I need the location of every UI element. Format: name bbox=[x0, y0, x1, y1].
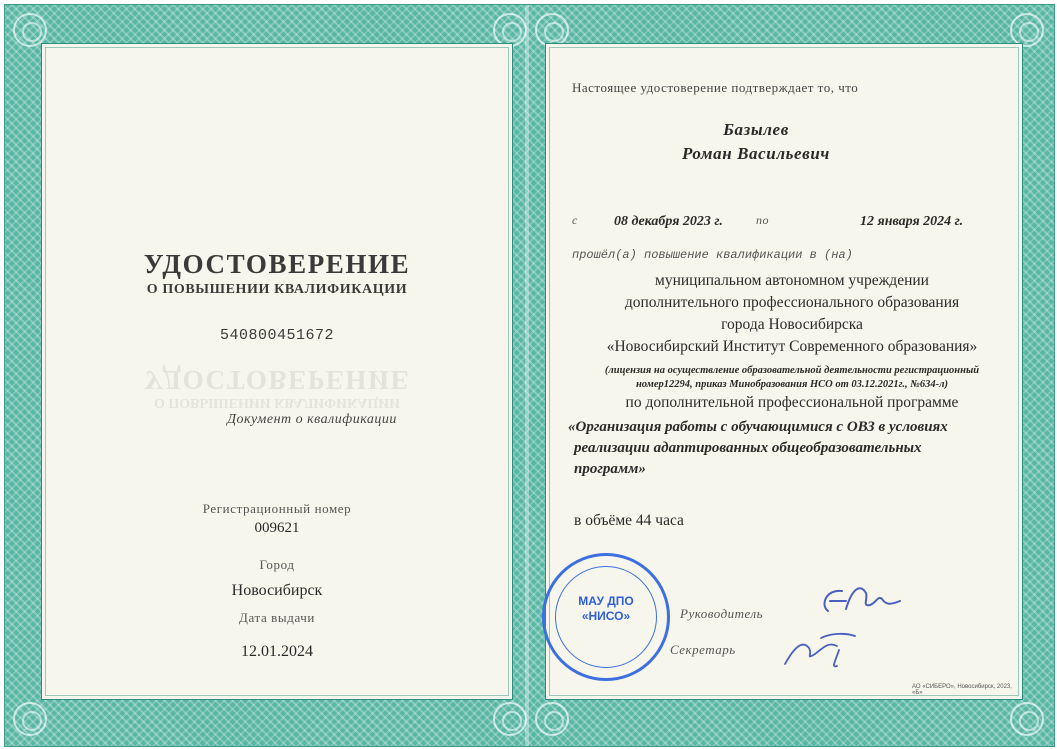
certificate-frame bbox=[4, 4, 1055, 747]
issue-date-value: 12.01.2024 bbox=[241, 643, 313, 660]
holder-name: Роман Васильевич bbox=[682, 144, 830, 163]
organization-line: дополнительного профессионального образования bbox=[624, 294, 960, 311]
corner-ornament bbox=[535, 702, 569, 736]
left-page bbox=[41, 43, 513, 700]
city-label: Город bbox=[259, 557, 295, 572]
program-line: реализации адаптированных общеобразовательных bbox=[574, 440, 922, 456]
corner-ornament bbox=[493, 13, 527, 47]
head-signature bbox=[816, 579, 916, 629]
head-label: Руководитель bbox=[680, 606, 764, 621]
secretary-label: Секретарь bbox=[670, 642, 736, 657]
passed-label: прошёл(а) повышение квалификации в (на) bbox=[572, 248, 853, 262]
organization-line: города Новосибирска bbox=[721, 316, 863, 333]
program-label: по дополнительной профессиональной программе bbox=[625, 394, 959, 411]
license-line: (лицензия на осуществление образовательной деятельности регистрационный bbox=[604, 365, 980, 376]
printer-note: АО «СИБЕРО», Новосибирск, 2023, «Б» bbox=[912, 684, 1012, 696]
corner-ornament bbox=[13, 702, 47, 736]
from-date: 08 декабря 2023 г. bbox=[614, 214, 723, 229]
from-label: с bbox=[572, 213, 578, 227]
hours-volume: в объёме 44 часа bbox=[574, 512, 684, 529]
issue-date-label: Дата выдачи bbox=[239, 610, 315, 625]
corner-ornament bbox=[1010, 702, 1044, 736]
program-block bbox=[568, 417, 1020, 480]
organization-line: муниципальном автономном учреждении bbox=[655, 272, 929, 289]
license-block bbox=[562, 364, 1022, 392]
to-date: 12 января 2024 г. bbox=[860, 214, 964, 229]
corner-ornament bbox=[1010, 13, 1044, 47]
organization-block bbox=[572, 270, 1012, 358]
certificate-number: 540800451672 bbox=[219, 327, 335, 344]
intro-text: Настоящее удостоверение подтверждает то, что bbox=[572, 80, 859, 95]
reg-number: 009621 bbox=[254, 520, 300, 536]
ghost-title: УДОСТОВЕРЕНИЕ bbox=[143, 365, 411, 395]
ghost-subtitle: О ПОВЫШЕНИИ КВАЛИФИКАЦИИ bbox=[153, 395, 401, 410]
stamp-center-text: МАУ ДПО «НИСО» bbox=[578, 594, 634, 623]
certificate-subtitle: О ПОВЫШЕНИИ КВАЛИФИКАЦИИ bbox=[146, 282, 408, 297]
certificate-title: УДОСТОВЕРЕНИЕ bbox=[143, 249, 411, 279]
city-value: Новосибирск bbox=[231, 582, 323, 599]
holder-surname: Базылев bbox=[723, 120, 789, 139]
corner-ornament bbox=[13, 13, 47, 47]
secretary-signature bbox=[781, 626, 871, 676]
program-line: программ» bbox=[574, 461, 646, 477]
program-line: «Организация работы с обучающимися с ОВЗ в условиях bbox=[568, 419, 948, 435]
license-line: номер12294, приказ Минобразования НСО от 03.12.2021г., №634-л) bbox=[635, 379, 949, 390]
reg-label: Регистрационный номер bbox=[202, 501, 352, 516]
corner-ornament bbox=[535, 13, 569, 47]
to-label: по bbox=[756, 213, 769, 227]
organization-line: «Новосибирский Институт Современного образования» bbox=[606, 338, 978, 355]
official-stamp bbox=[542, 553, 670, 681]
corner-ornament bbox=[493, 702, 527, 736]
page-fold bbox=[525, 5, 529, 746]
document-type: Документ о квалификации bbox=[227, 412, 397, 427]
